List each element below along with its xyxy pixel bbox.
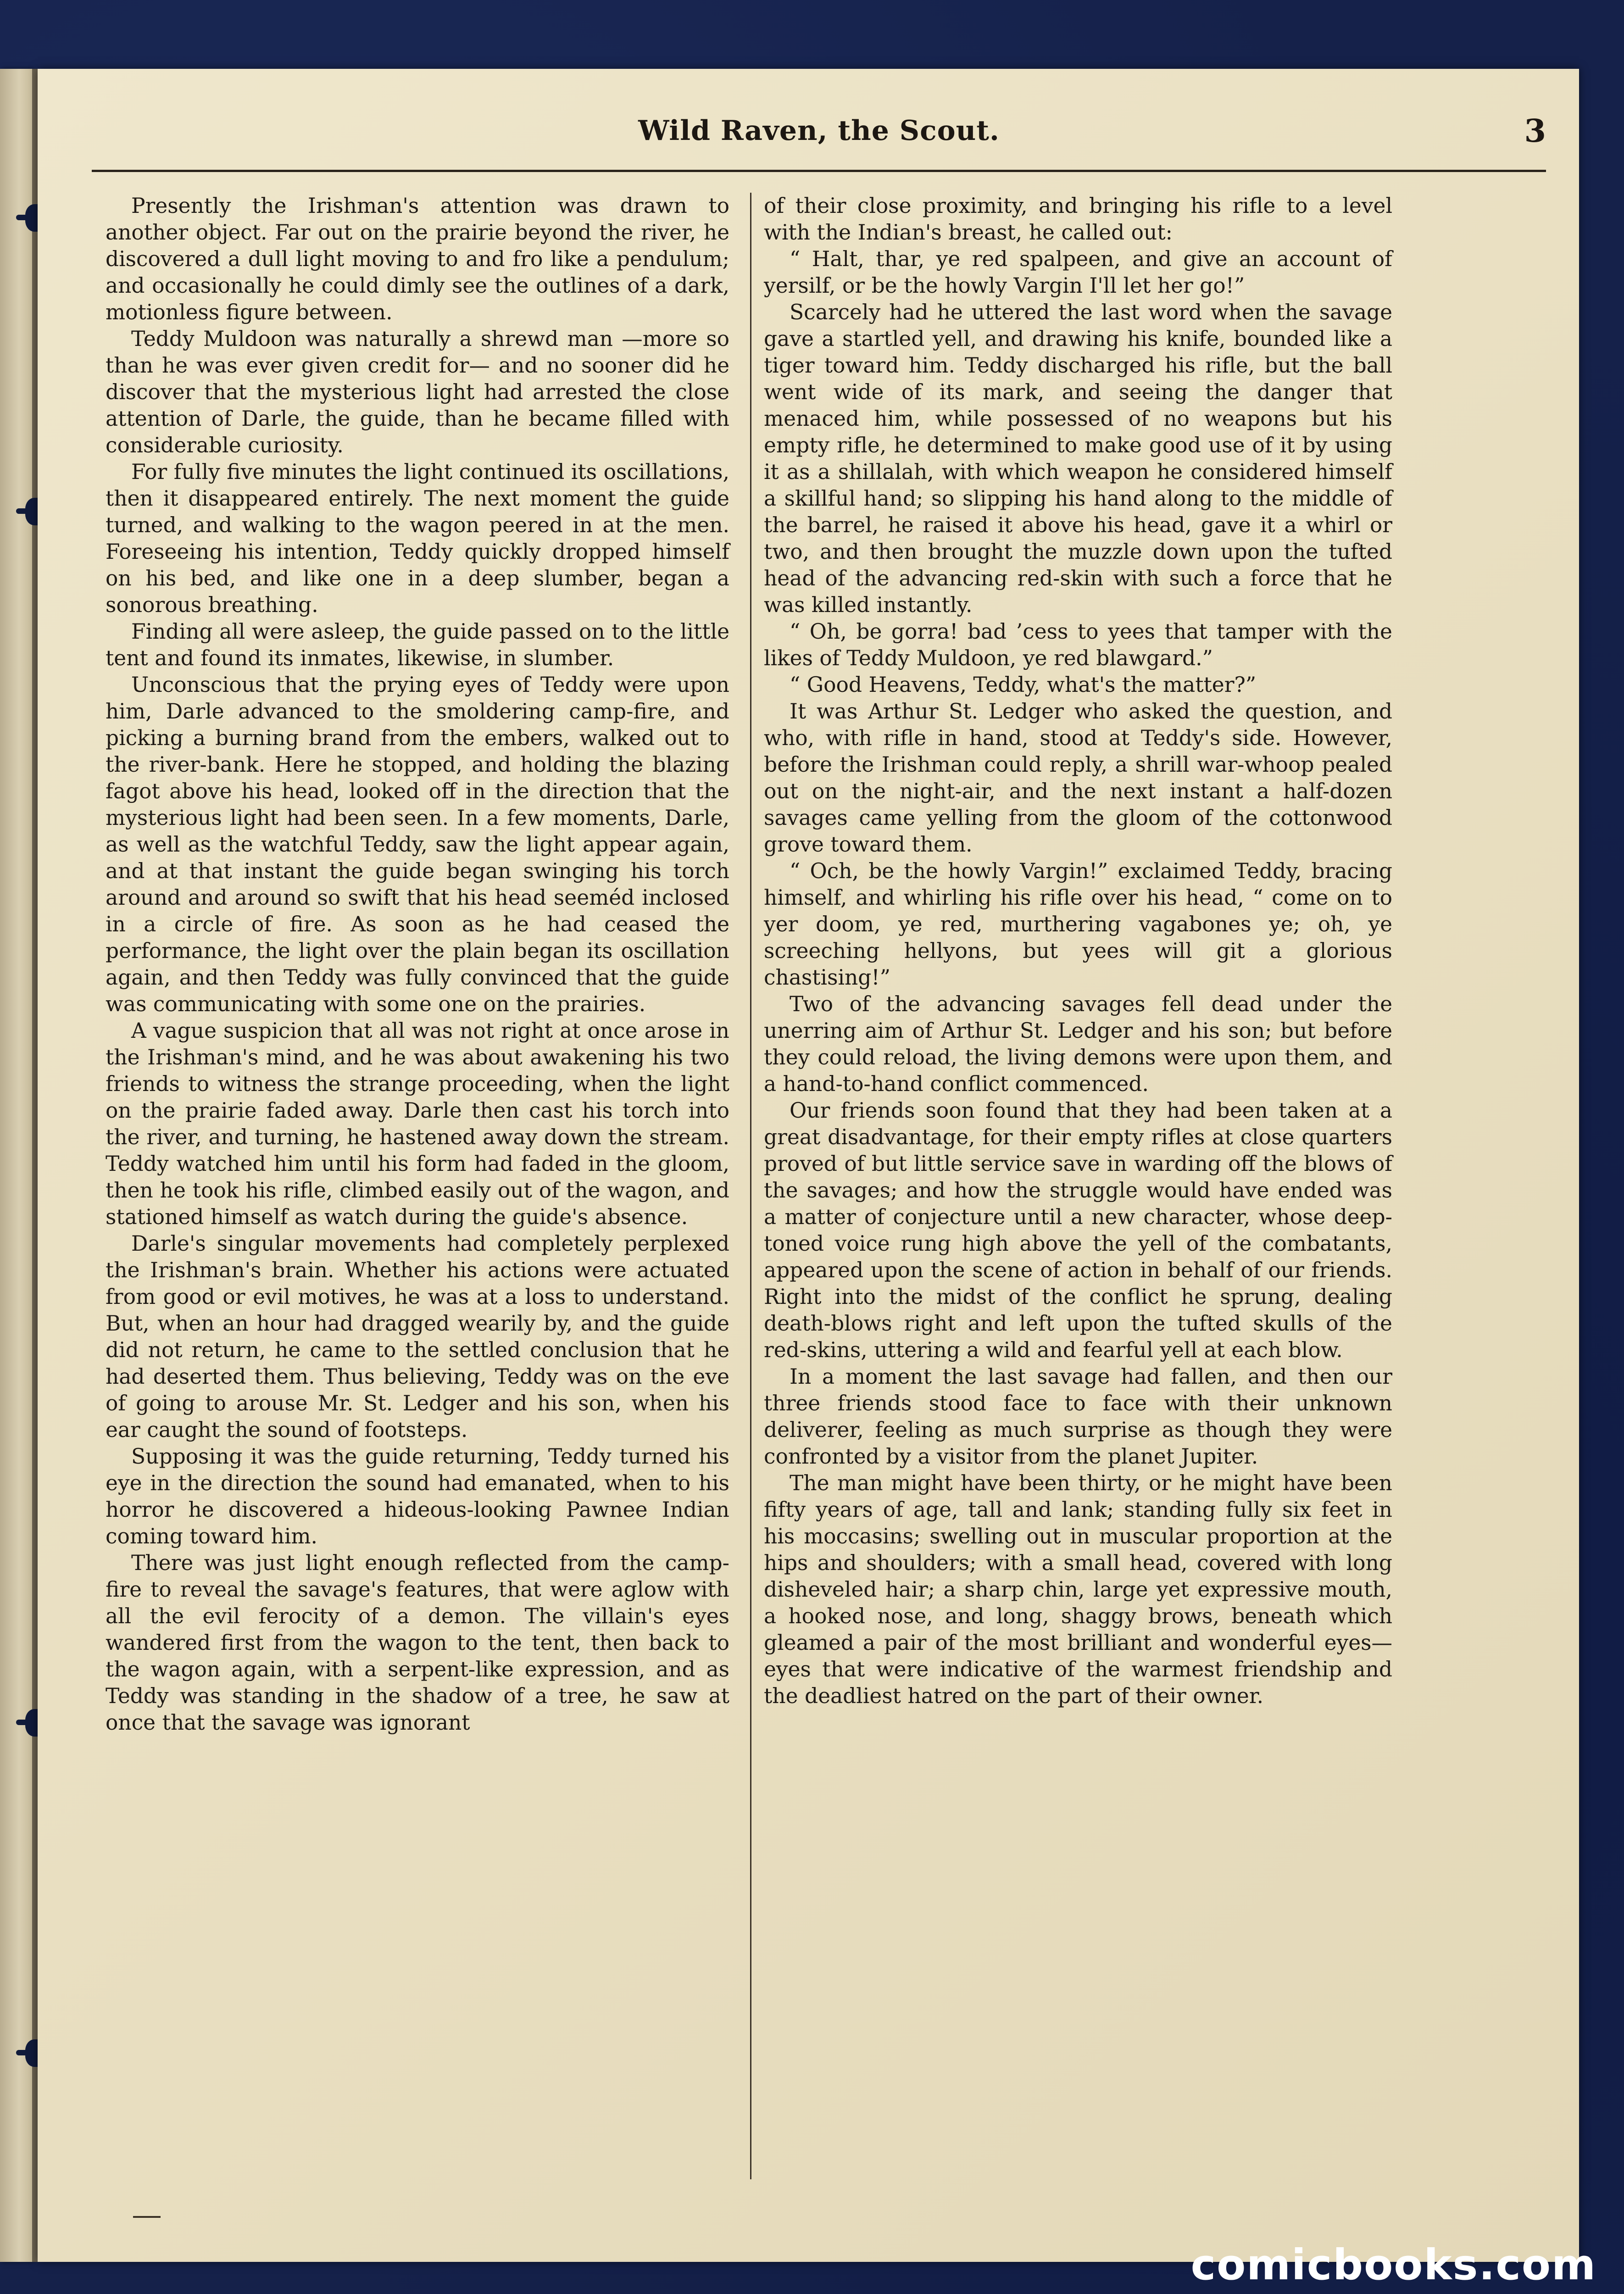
- paragraph: It was Arthur St. Ledger who asked the question, and who, with rifle in hand, stood at Teddy's side. However, before the Irishman could reply, a shrill war-whoop pealed out on the night-air, and the next instant a half-dozen savages came yelling from the gloom of the cottonwood grove toward them.: [764, 699, 1392, 857]
- paragraph: Supposing it was the guide returning, Teddy turned his eye in the direction the sound had emanated, when to his horror he discovered a hideous-looking Pawnee Indian coming toward him.: [106, 1444, 729, 1548]
- paragraph: For fully five minutes the light continued its oscillations, then it disappeared entirely. The next moment the guide turned, and walking to the wagon peered in at the men. Foreseeing his intention, Teddy quickly dropped himself on his bed, and like one in a deep slumber, began a sonorous breathing.: [106, 460, 729, 617]
- paragraph: of their close proximity, and bringing his rifle to a level with the Indian's breast, he called out:: [764, 194, 1392, 245]
- paragraph: Finding all were asleep, the guide passed on to the little tent and found its inmates, likewise, in slumber.: [106, 619, 729, 670]
- paragraph: “ Halt, thar, ye red spalpeen, and give an account of yersilf, or be the howly Vargin I'll let her go!”: [764, 247, 1392, 298]
- paragraph: Scarcely had he uttered the last word when the savage gave a startled yell, and drawing his knife, bounded like a tiger toward him. Teddy discharged his rifle, but the ball went wide of its mark, and seeing the danger that menaced him, while possessed of no weapons but his empty rifle, he determined to make good use of it by using it as a shillalah, with which weapon he considered himself a skillful hand; so slipping his hand along to the middle of the barrel, he raised it above his head, gave it a whirl or two, and then brought the muzzle down upon the tufted head of the advancing red-skin with such a force that he was killed instantly.: [764, 300, 1392, 617]
- footer-dash: [133, 2216, 161, 2218]
- paragraph: A vague suspicion that all was not right at once arose in the Irishman's mind, and he was about awakening his two friends to witness the strange proceeding, when the light on the prairie faded away. Darle then cast his torch into the river, and turning, he hastened away down the stream. Teddy watched him until his form had faded in the gloom, then he took his rifle, climbed easily out of the wagon, and stationed himself as watch during the guide's absence.: [106, 1019, 729, 1229]
- paragraph: Teddy Muldoon was naturally a shrewd man —more so than he was ever given credit for— and no sooner did he discover that the mysterious light had arrested the close attention of Darle, the guide, than he became filled with considerable curiosity.: [106, 327, 729, 457]
- running-title: Wild Raven, the Scout.: [638, 115, 1000, 147]
- paragraph: “ Good Heavens, Teddy, what's the matter?”: [790, 673, 1257, 697]
- header-rule: [92, 170, 1546, 172]
- paragraph: Presently the Irishman's attention was drawn to another object. Far out on the prairie beyond the river, he discovered a dull light moving to and fro like a pendulum; and occasionally he could dimly see the outlines of a dark, motionless figure between.: [106, 194, 729, 324]
- watermark: comicbooks.com: [1190, 2240, 1596, 2289]
- paragraph: In a moment the last savage had fallen, and then our three friends stood face to face with their unknown deliverer, feeling as much surprise as though they were confronted by a visitor from the planet Jupiter.: [764, 1364, 1392, 1469]
- paragraph: Our friends soon found that they had been taken at a great disadvantage, for their empty rifles at close quarters proved of but little service save in warding off the blows of the savages; and how the struggle would have ended was a matter of conjecture until a new character, whose deep-toned voice rung high above the yell of the combatants, appeared upon the scene of action in behalf of our friends. Right into the midst of the conflict he sprung, dealing death-blows right and left upon the tufted skulls of the red-skins, uttering a wild and fearful yell at each blow.: [764, 1098, 1392, 1362]
- paragraph: Unconscious that the prying eyes of Teddy were upon him, Darle advanced to the smoldering camp-fire, and picking a burning brand from the embers, walked out to the river-bank. Here he stopped, and holding the blazing fagot above his head, looked off in the direction that the mysterious light had been seen. In a few moments, Darle, as well as the watchful Teddy, saw the light appear again, and at that instant the guide began swinging his torch around and around so swift that his head seeméd inclosed in a circle of fire. As soon as he had ceased the performance, the light over the plain began its oscillation again, and then Teddy was fully convinced that the guide was communicating with some one on the prairies.: [106, 673, 729, 1016]
- right-column: [764, 193, 1392, 1709]
- page-number: 3: [1524, 113, 1546, 150]
- paragraph: Two of the advancing savages fell dead under the unerring aim of Arthur St. Ledger and his son; but before they could reload, the living demons were upon them, and a hand-to-hand conflict commenced.: [764, 992, 1392, 1096]
- paragraph: “ Och, be the howly Vargin!” exclaimed Teddy, bracing himself, and whirling his rifle over his head, “ come on to yer doom, ye red, murthering vagabones ye; oh, ye screeching hellyons, but yees will git a glorious chastising!”: [764, 859, 1392, 990]
- column-divider: [750, 193, 751, 2179]
- previous-page-edge: [0, 69, 32, 2262]
- binding-spine: [32, 69, 38, 2262]
- paragraph: Darle's singular movements had completely perplexed the Irishman's brain. Whether his actions were actuated from good or evil motives, he was at a loss to understand. But, when an hour had dragged wearily by, and the guide did not return, he came to the settled conclusion that he had deserted them. Thus believing, Teddy was on the eve of going to arouse Mr. St. Ledger and his son, when his ear caught the sound of footsteps.: [106, 1231, 729, 1442]
- page-header: [92, 115, 1546, 165]
- paragraph: “ Oh, be gorra! bad ’cess to yees that tamper with the likes of Teddy Muldoon, ye red blawgard.”: [764, 619, 1392, 670]
- paragraph: The man might have been thirty, or he might have been fifty years of age, tall and lank; standing fully six feet in his moccasins; swelling out in muscular proportion at the hips and shoulders; with a small head, covered with long disheveled hair; a sharp chin, large yet expressive mouth, a hooked nose, and long, shaggy brows, beneath which gleamed a pair of the most brilliant and wonderful eyes—eyes that were indicative of the warmest friendship and the deadliest hatred on the part of their owner.: [764, 1471, 1392, 1708]
- paragraph: There was just light enough reflected from the camp-fire to reveal the savage's features, that were aglow with all the evil ferocity of a demon. The villain's eyes wandered first from the wagon to the tent, then back to the wagon again, with a serpent-like expression, and as Teddy was standing in the shadow of a tree, he saw at once that the savage was ignorant: [106, 1551, 729, 1735]
- left-column: [106, 193, 729, 1736]
